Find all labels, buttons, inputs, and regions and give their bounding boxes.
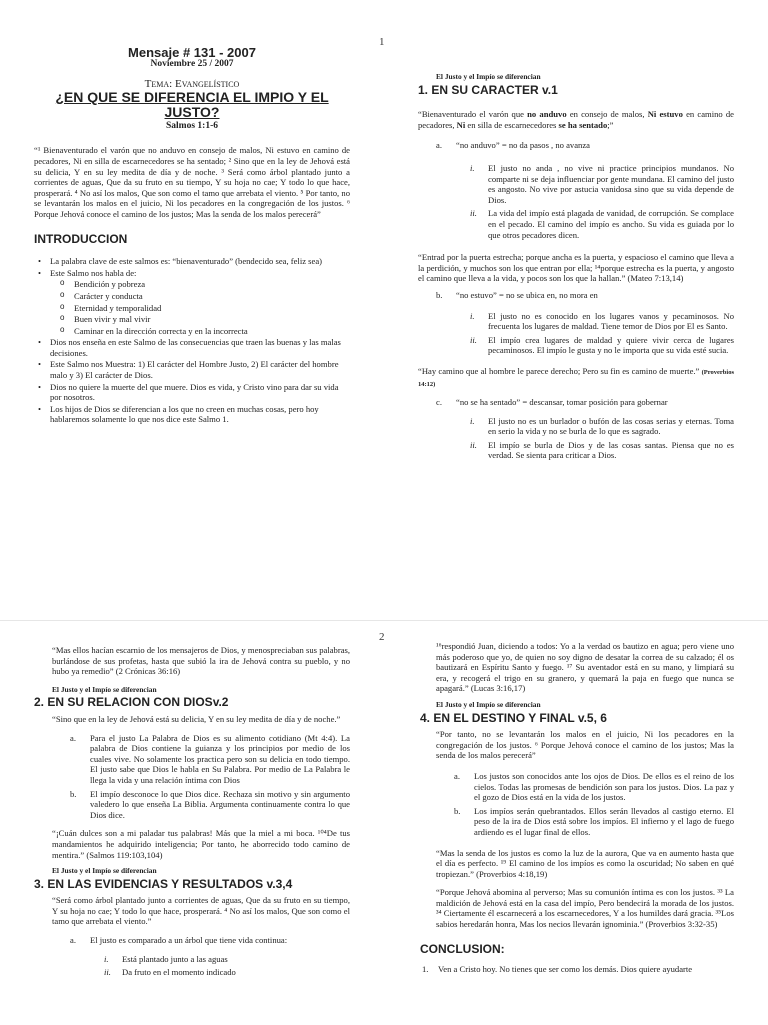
- quote-verse-3: “Será como árbol plantado junto a corrientes de aguas, Que da su fruto en su tiempo, Y su hoja no cae; Y todo lo que hace, prosperará. ⁴ No así los malos, Que son como el tamo que arrebata el viento.”: [52, 895, 350, 927]
- point-b: b. “no estuvo” = no se ubica en, no mora en: [436, 289, 598, 300]
- section-heading-3: 3. EN LAS EVIDENCIAS Y RESULTADOS v.3,4: [34, 876, 293, 891]
- point-a: a. “no anduvo” = no da pasos , no avanza: [436, 140, 590, 151]
- page-number: 2: [379, 631, 385, 643]
- list-item: o Carácter y conducta: [34, 291, 350, 302]
- list-item: • Dios no quiere la muerte del que muere. Dios es vida, y Cristo vino para dar su vida por nosotros.: [34, 382, 350, 403]
- quote-salmos-119: “¡Cuán dulces son a mi paladar tus palabras! Más que la miel a mi boca. ¹⁰⁴De tus mandamientos he adquirido inteligencia; Por tanto, he aborrecido todo camino de mentira.” (Salmos 119:103,104): [52, 828, 350, 860]
- small-heading: El Justo y el Impío se diferencian: [52, 866, 157, 876]
- quote-cronicas: “Mas ellos hacían escarnio de los mensajeros de Dios, y menospreciaban sus palabras, burlándose de sus profetas, hasta que subió la ira de Jehová contra su pueblo, y no hubo ya remedio” (2 Crónicas 36:16): [52, 645, 350, 677]
- quote-verse-1: “Bienaventurado el varón que no anduvo en consejo de malos, Ni estuvo en camino de pecadores, Ni en silla de escarnecedores se ha sentado;”: [418, 109, 734, 130]
- sermon-theme: Tema: Evangelístico: [144, 78, 240, 91]
- list-item: ii. El impío se burla de Dios y de las cosas santas. Piensa que no es verdad. Se sienta para criticar a Dios.: [470, 439, 734, 461]
- list-item: 1. Ven a Cristo hoy. No tienes que ser como los demás. Dios quiere ayudarte: [422, 964, 693, 975]
- section-heading-2: 2. EN SU RELACION CON DIOSv.2: [34, 695, 229, 710]
- list-item: b. El impío desconoce lo que Dios dice. Rechaza sin motivo y sin argumento valedero lo que enseña La Biblia. Argumenta continuamente contra lo que Dios dice.: [70, 788, 350, 820]
- psalm-passage: “¹ Bienaventurado el varón que no anduvo en consejo de malos, Ni estuvo en camino de pecadores, Ni en silla de escarnecedores se ha sentado; ² Sino que en la ley de Jehová está su delicia, Y en su ley medita de día y de noche. ³ Será como árbol plantado junto a corrientes de aguas, Que da su fruto en su tiempo, Y su hoja no cae; Y todo lo que hace, prosperará. ⁴ No así los malos, Que son como el tamo que arrebata el viento. ⁵ Por tanto, no se levantarán los malos en el juicio, Ni los pecadores en la congregación de los justos. ⁶ Porque Jehová conoce el camino de los justos; Mas la senda de los malos perecerá”: [34, 145, 350, 219]
- list-item: o Eternidad y temporalidad: [34, 303, 350, 314]
- psalm-reference: Salmos 1:1-6: [166, 120, 218, 131]
- point-a-subitems: [74, 954, 350, 978]
- list-item: b. Los impíos serán quebrantados. Ellos serán llevados al castigo eterno. El peso de la ira de Dios está sobre los impíos. El infierno y el lago de fuego ardiendo es el lugar final de ellos.: [454, 805, 734, 837]
- point-a: a. El justo es comparado a un árbol que tiene vida continua:: [70, 935, 288, 946]
- document-page-2: [0, 620, 768, 1025]
- right-column: [418, 72, 734, 464]
- list-item: a. Los justos son conocidos ante los ojos de Dios. De ellos es el reino de los cielos. Todas las promesas de bendición son para los justos. Dios. La paz y el gozo de Dios está en la vida de los justos.: [454, 770, 734, 803]
- conclusion-list: [420, 964, 734, 975]
- list-item: i. Está plantado junto a las aguas: [104, 953, 228, 964]
- list-item: i. El justo no anda , no vive ni practice principios mundanos. No comparte ni se deja influenciar por gente mundana. El camino del justo es angosto. No vive por astucia vanidosa sino que su vida depende de Dios.: [470, 162, 734, 205]
- quote-proverbios-3: “Porque Jehová abomina al perverso; Mas su comunión íntima es con los justos. ³³ La maldición de Jehová está en la casa del impío, Pero bendecirá la morada de los justos. ³⁴ Ciertamente él escarnecerá a los escarnecedores, Y a los humildes dará gracia. ³⁵Los sabios heredarán honra, Mas los necios llevarán ignominia.” (Proverbios 3:32-35): [436, 887, 734, 930]
- conclusion-heading: CONCLUSION:: [420, 941, 505, 956]
- list-item: • La palabra clave de este salmos es: “bienaventurado” (bendecido sea, feliz sea): [34, 256, 350, 267]
- list-item: • Este Salmo nos habla de:: [34, 268, 350, 279]
- left-column: [34, 45, 350, 426]
- list-item: • Dios nos enseña en este Salmo de las consecuencias que traen las buenas y las malas decisiones.: [34, 337, 350, 358]
- list-item: a. Para el justo La Palabra de Dios es su alimento cotidiano (Mt 4:4). La palabra de Dios contiene la guianza y los principios por medio de los cuales vive. No solamente los practica pero son su delicia en todo tiempo. El justo sabe que Dios le habla en Su Palabra. Por medio de La Palabra le llega la vida y una relación íntima con Dios: [70, 732, 350, 785]
- quote-verse-2: “Sino que en la ley de Jehová está su delicia, Y en su ley medita de día y de noche.”: [52, 713, 341, 724]
- quote-verse-4: “Por tanto, no se levantarán los malos en el juicio, Ni los pecadores en la congregación de los justos. ⁶ Porque Jehová conoce el camino de los justos; Mas la senda de los malos perecerá”: [436, 729, 734, 761]
- small-heading: El Justo y el Impío se diferencian: [436, 699, 541, 709]
- point-c-subitems: [440, 416, 734, 461]
- quote-proverbios: “Hay camino que al hombre le parece derecho; Pero su fin es camino de muerte.” (Proverbios 14:12): [418, 365, 734, 389]
- point-a-subitems: [440, 163, 734, 240]
- section-4-points: [436, 771, 734, 838]
- point-b-subitems: [440, 311, 734, 356]
- list-item: ii. El impío crea lugares de maldad y quiere vivir cerca de lugares pecaminosos. El impío le gusta y no le importa que su vida esté sucia.: [470, 334, 734, 356]
- section-2-points: [52, 733, 350, 821]
- sub-list: [34, 279, 350, 336]
- small-heading: El Justo y el Impío se diferencian: [52, 684, 157, 694]
- list-item: • Los hijos de Dios se diferencian a los que no creen en muchas cosas, pero hoy hablaremos solamente lo que nos dice este Salmo 1.: [34, 404, 350, 425]
- list-item: o Caminar en la dirección correcta y en la incorrecta: [34, 326, 350, 337]
- sermon-question: ¿EN QUE SE DIFERENCIA EL IMPIO Y EL JUSTO?: [55, 88, 329, 120]
- sermon-title: Mensaje # 131 - 2007: [128, 45, 256, 60]
- list-item: o Bendición y pobreza: [34, 279, 350, 290]
- list-item: i. El justo no es un burlador o bufón de las cosas serias y eternas. Toma en serio la vida y no se burla de lo que es sagrado.: [470, 415, 734, 437]
- list-item: i. El justo no es conocido en los lugares vanos y pecaminosos. No frecuenta los lugares de maldad. Tiene temor de Dios por El es Santo.: [470, 310, 734, 332]
- list-item: • Este Salmo nos Muestra: 1) El carácter del Hombre Justo, 2) El carácter del hombre malo y 3) El carácter de Dios.: [34, 359, 350, 380]
- list-item: o Buen vivir y mal vivir: [34, 314, 350, 325]
- right-column: [420, 641, 734, 975]
- section-heading-4: 4. EN EL DESTINO Y FINAL v.5, 6: [420, 710, 607, 725]
- left-column: [34, 645, 350, 981]
- quote-proverbios-4: “Mas la senda de los justos es como la luz de la aurora, Que va en aumento hasta que el día es perfecto. ¹⁹ El camino de los impíos es como la oscuridad; No saben en qué tropiezan.” (Proverbios 4:18,19): [436, 847, 734, 879]
- section-heading-1: 1. EN SU CARACTER v.1: [418, 82, 558, 97]
- quote-lucas: ¹⁶respondió Juan, diciendo a todos: Yo a la verdad os bautizo en agua; pero viene uno más poderoso que yo, de quien no soy digno de desatar la correa de su calzado; él os bautizará en Espíritu Santo y fuego. ¹⁷ Su aventador está en su mano, y limpiará su era, y recogerá el trigo en su granero, y quemará la paja en fuego que nunca se apagará.” (Lucas 3:16,17): [436, 641, 734, 694]
- sermon-date: Noviembre 25 / 2007: [150, 58, 234, 69]
- small-heading: El Justo y el Impío se diferencian: [436, 72, 541, 81]
- point-c: c. “no se ha sentado” = descansar, tomar posición para gobernar: [436, 397, 668, 408]
- intro-heading: INTRODUCCION: [34, 231, 128, 246]
- list-item: ii. La vida del impío está plagada de vanidad, de corrupción. Se complace en el pecado. El camino del impío es ancho. Su vida es guiada por lo que otros pecadores dicen.: [470, 208, 734, 240]
- list-item: ii. Da fruto en el momento indicado: [104, 967, 236, 978]
- quote-mateo: “Entrad por la puerta estrecha; porque ancha es la puerta, y espacioso el camino que lleva a la perdición, y muchos son los que entran por ella; ¹⁴porque estrecha es la puerta, y angosto el camino que lleva a la vida, y pocos son los que la hallan.” (Mateo 7:13,14): [418, 252, 734, 284]
- intro-list-2: [34, 337, 350, 425]
- intro-list: [34, 256, 350, 278]
- page-number: 1: [379, 36, 385, 48]
